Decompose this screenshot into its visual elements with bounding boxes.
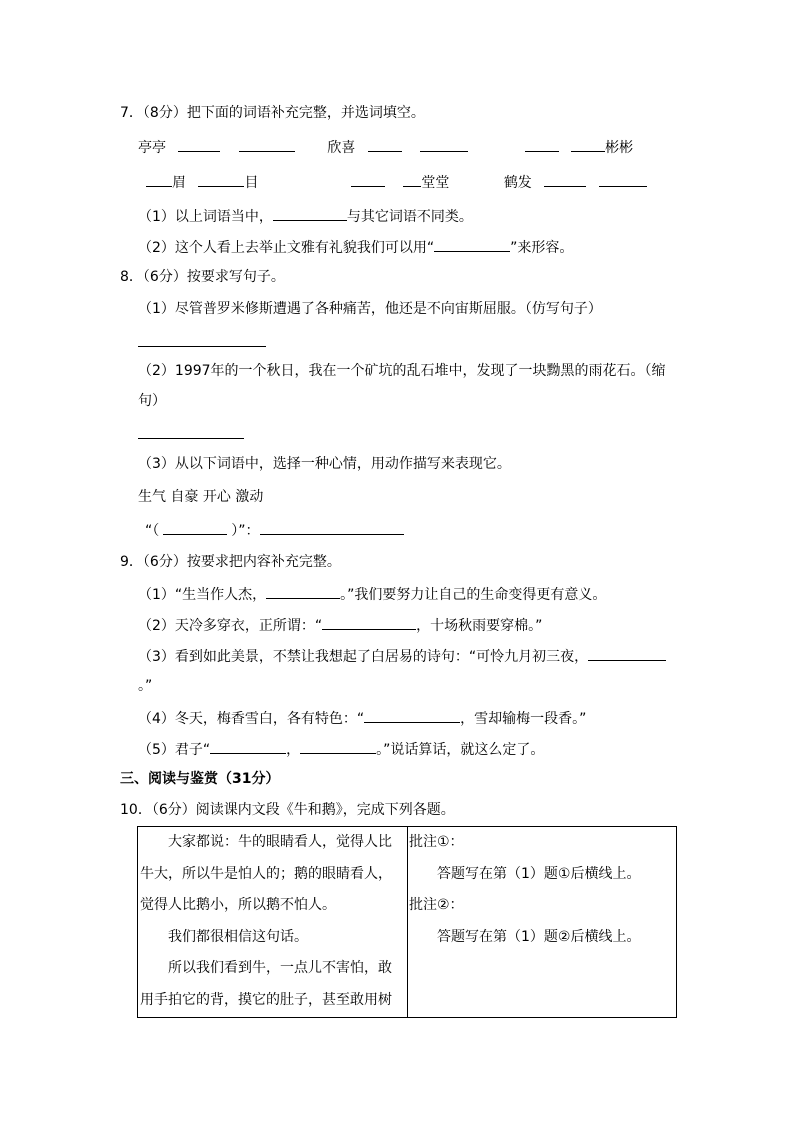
blank[interactable] xyxy=(239,137,295,152)
annotation-line: 答题写在第（1）题②后横线上。 xyxy=(409,928,641,945)
q9-text: 。”说话算话，就这么定了。 xyxy=(376,742,545,758)
q7-sub1-text: 与其它词语不同类。 xyxy=(346,209,473,225)
passage-text-cell xyxy=(138,827,408,1018)
q7-sub1-text: （1）以上词语当中， xyxy=(138,209,273,225)
blank[interactable] xyxy=(588,646,666,661)
q9-s3-cont: 。” xyxy=(138,678,153,694)
blank[interactable] xyxy=(368,137,402,152)
blank[interactable] xyxy=(364,708,460,723)
q9-text: ，十场秋雨要穿棉。” xyxy=(416,618,543,634)
q8-words: 生气 自豪 开心 激动 xyxy=(138,489,264,505)
q9-s2 xyxy=(138,615,542,635)
blank[interactable] xyxy=(434,237,510,252)
q7-word: 堂堂 xyxy=(421,175,450,191)
passage-line: 用手拍它的背，摸它的肚子，甚至敢用树 xyxy=(140,991,392,1008)
q7-sub2 xyxy=(138,237,573,257)
q8-sub2-cont: 句） xyxy=(138,393,166,409)
blank[interactable] xyxy=(599,172,647,187)
blank[interactable] xyxy=(146,172,172,187)
passage-line: 所以我们看到牛，一点儿不害怕，敢 xyxy=(140,960,392,976)
q7-sub1 xyxy=(138,206,473,226)
annotation-line: 答题写在第（1）题①后横线上。 xyxy=(409,865,641,882)
blank[interactable] xyxy=(403,172,421,187)
q8-fill xyxy=(145,520,404,540)
q7-word: 目 xyxy=(244,175,259,191)
q8-stem: 8．（6分）按要求写句子。 xyxy=(120,269,285,285)
q8-fill-text: “（ xyxy=(145,523,160,539)
q9-stem: 9．（6分）按要求把内容补充完整。 xyxy=(120,554,341,570)
passage-line: 大家都说：牛的眼睛看人，觉得人比 xyxy=(140,834,392,850)
section-heading: 三、阅读与鉴赏（31分） xyxy=(120,771,280,787)
q7-word: 欣喜 xyxy=(327,140,356,156)
q8-sub3: （3）从以下词语中，选择一种心情，用动作描写来表现它。 xyxy=(138,456,511,472)
q8-fill-text: ）”： xyxy=(231,523,260,539)
blank[interactable] xyxy=(266,584,340,599)
passage-line: 觉得人比鹅小，所以鹅不怕人。 xyxy=(140,897,336,913)
q8-sub1: （1）尽管普罗米修斯遭遇了各种痛苦，他还是不向宙斯屈服。（仿写句子） xyxy=(138,301,602,317)
blank[interactable] xyxy=(163,520,227,535)
q9-text: ，雪却输梅一段香。” xyxy=(460,711,587,727)
blank[interactable] xyxy=(420,137,468,152)
q7-row1 xyxy=(138,137,633,157)
annotation-line: 批注①： xyxy=(409,834,464,850)
answer-line[interactable] xyxy=(138,332,266,352)
q9-text: （5）君子“ xyxy=(138,742,211,758)
q7-stem: 7．（8分）把下面的词语补充完整，并选词填空。 xyxy=(120,105,425,121)
q10-stem: 10．（6分）阅读课内文段《牛和鹅》，完成下列各题。 xyxy=(120,802,455,818)
blank[interactable] xyxy=(322,615,416,630)
q9-s1 xyxy=(138,584,606,604)
q7-word: 亭亭 xyxy=(138,140,166,156)
q9-text: （1）“生当作人杰， xyxy=(138,587,267,603)
q9-s4 xyxy=(138,708,586,728)
blank[interactable] xyxy=(525,137,559,152)
blank[interactable] xyxy=(260,520,404,535)
q9-text: （4）冬天，梅香雪白，各有特色：“ xyxy=(138,711,365,727)
answer-line[interactable] xyxy=(138,424,244,444)
q9-text: （2）天冷多穿衣，正所谓：“ xyxy=(138,618,323,634)
blank[interactable] xyxy=(210,739,286,754)
q8-sub2: （2）1997年的一个秋日，我在一个矿坑的乱石堆中，发现了一块黝黑的雨花石。（缩 xyxy=(138,363,666,379)
q7-word: 眉 xyxy=(172,175,186,191)
q9-text: ， xyxy=(286,742,301,758)
q9-text: 。”我们要努力让自己的生命变得更有意义。 xyxy=(340,587,607,603)
q7-sub2-text: ”来形容。 xyxy=(510,240,574,256)
q9-text: （3）看到如此美景，不禁让我想起了白居易的诗句：“可怜九月初三夜， xyxy=(138,649,589,665)
annotation-line: 批注②： xyxy=(409,897,464,913)
blank[interactable] xyxy=(571,137,605,152)
blank[interactable] xyxy=(300,739,376,754)
blank[interactable] xyxy=(198,172,244,187)
passage-table xyxy=(137,826,677,1018)
blank[interactable] xyxy=(351,172,385,187)
q7-sub2-text: （2）这个人看上去举止文雅有礼貌我们可以用“ xyxy=(138,240,435,256)
q7-word: 鹤发 xyxy=(503,175,532,191)
passage-line: 牛大，所以牛是怕人的；鹅的眼睛看人， xyxy=(140,865,392,882)
blank[interactable] xyxy=(178,137,220,152)
annotation-cell xyxy=(408,827,677,1018)
blank[interactable] xyxy=(544,172,586,187)
q7-row2 xyxy=(146,172,647,192)
blank[interactable] xyxy=(273,206,347,221)
q9-s5 xyxy=(138,739,544,759)
passage-line: 我们都很相信这句话。 xyxy=(140,928,308,945)
q7-word: 彬彬 xyxy=(605,140,634,156)
q9-s3 xyxy=(138,646,666,666)
